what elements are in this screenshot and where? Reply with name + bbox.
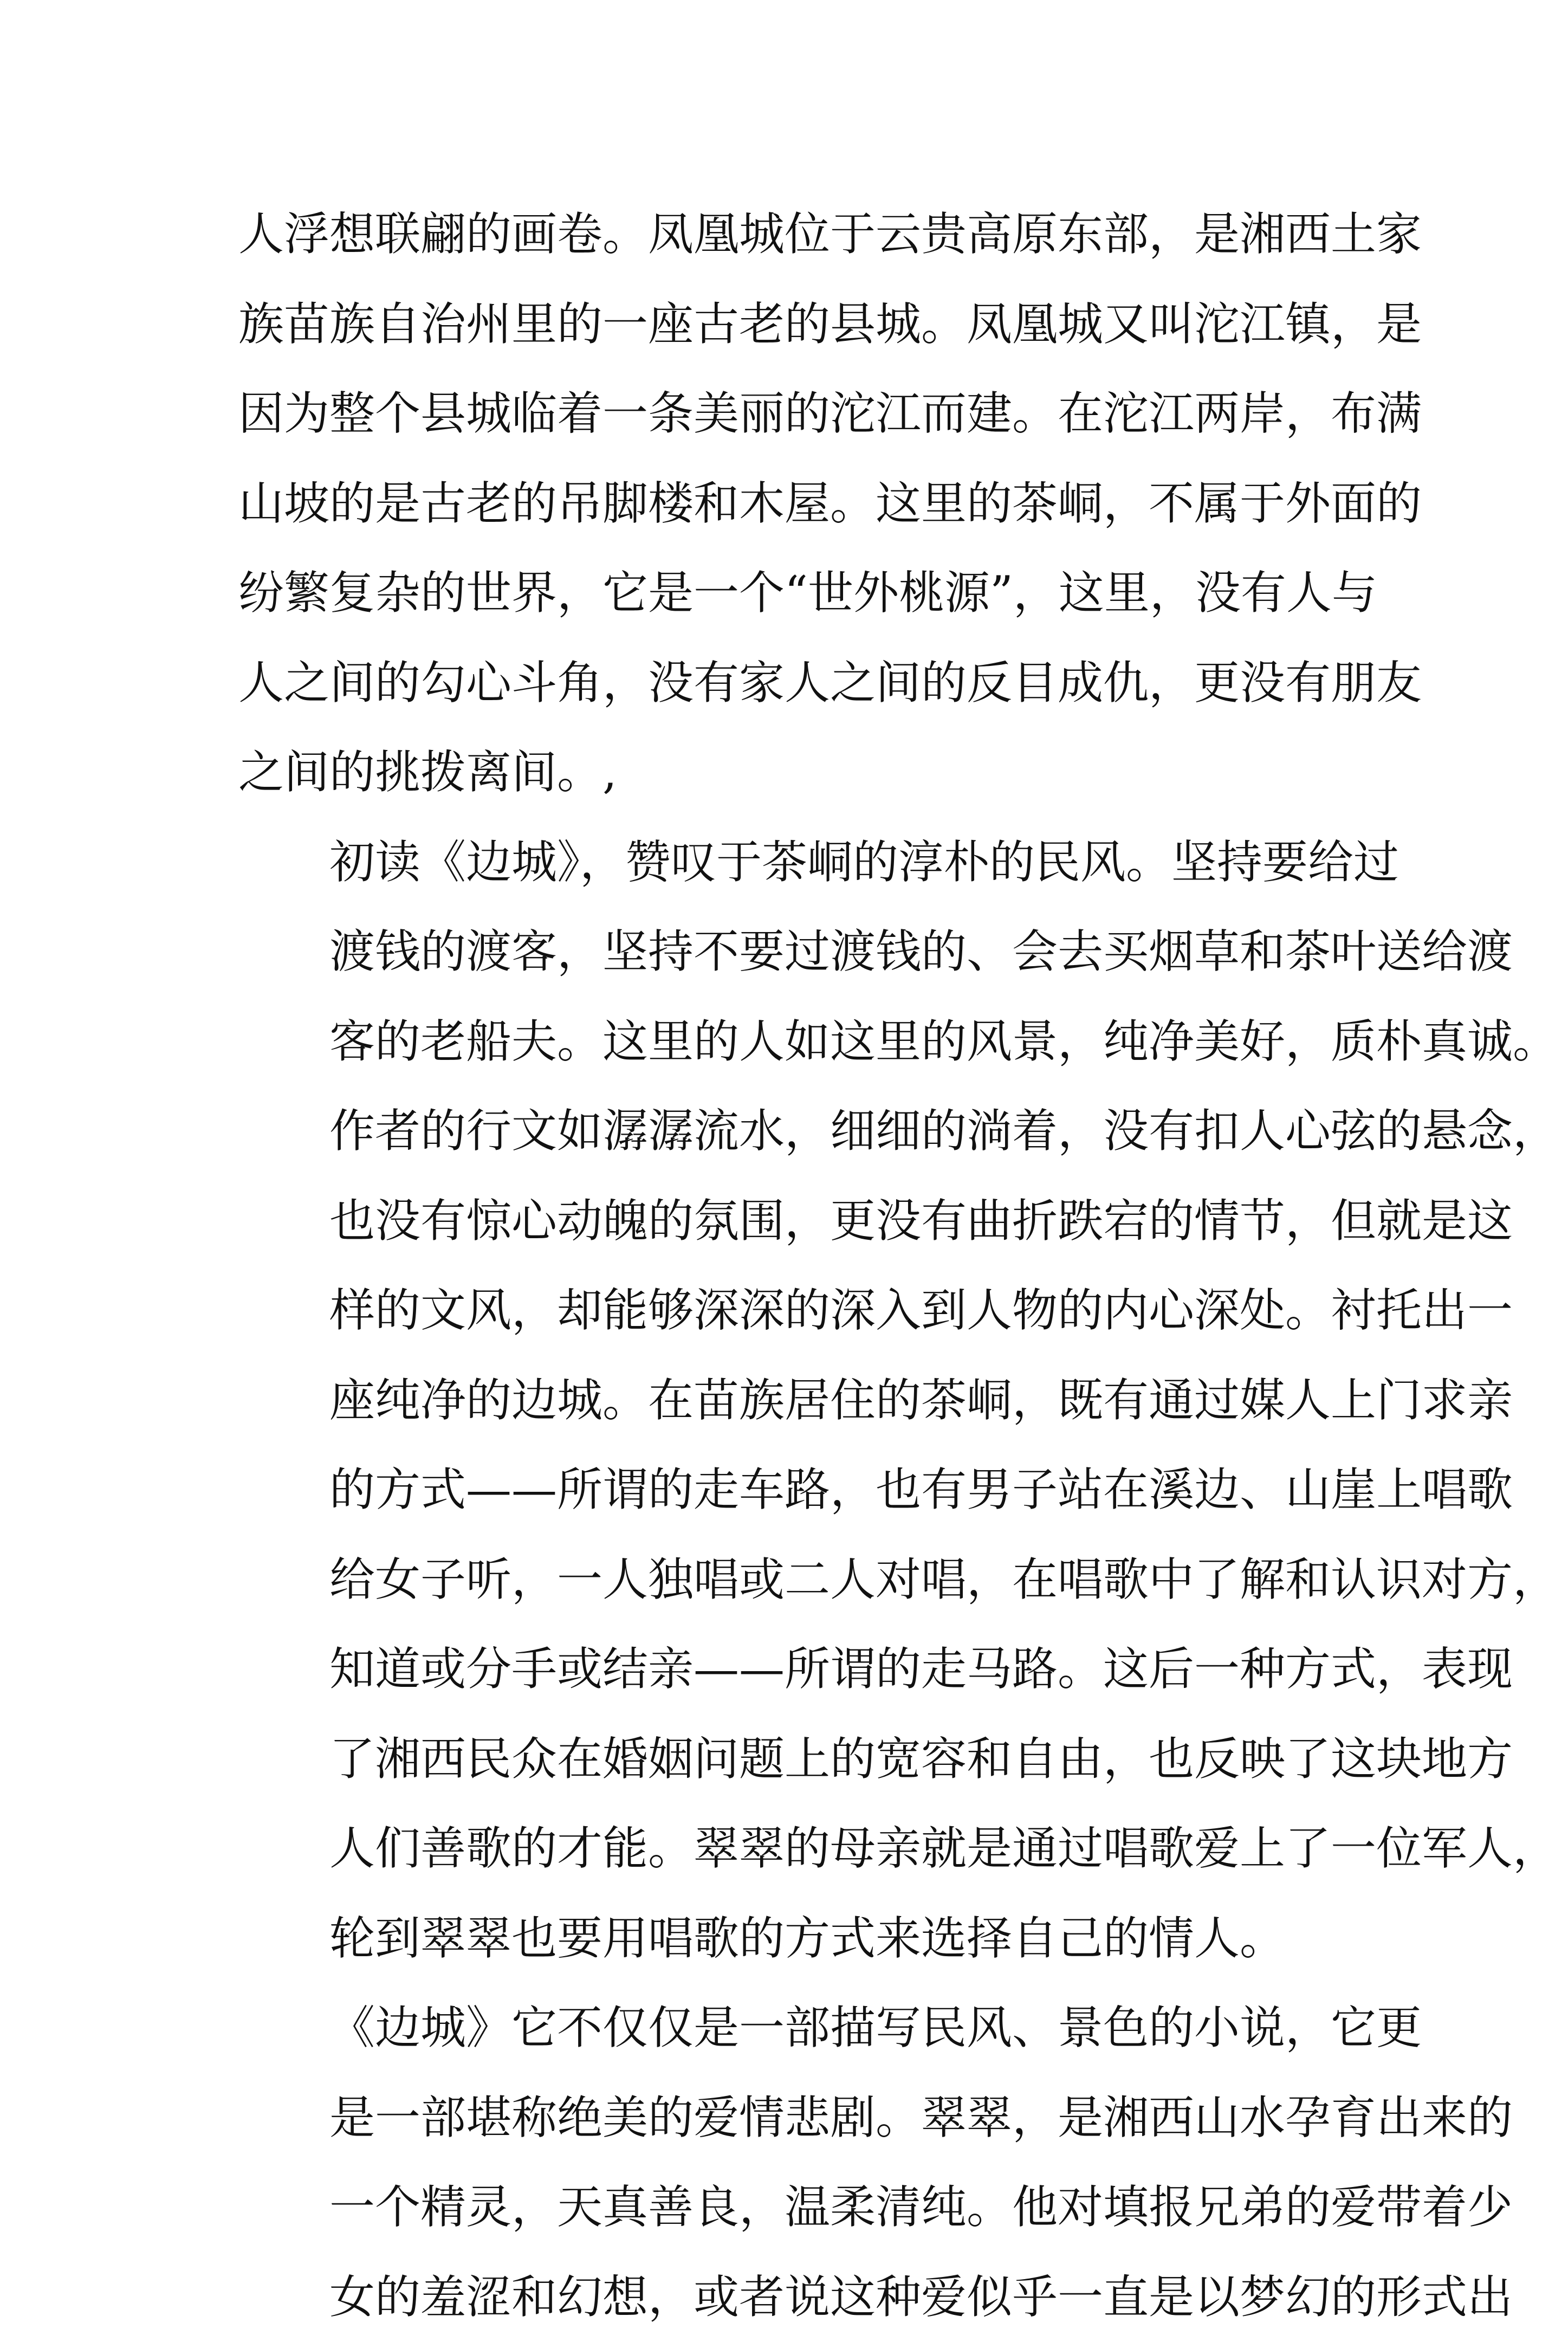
text-line: 山坡的是古老的吊脚楼和木屋。这里的茶峒，不属于外面的 — [238, 459, 1338, 549]
text-line: 族苗族自治州里的一座古老的县城。凤凰城又叫沱江镇，是 — [238, 280, 1338, 370]
text-line: 轮到翠翠也要用唱歌的方式来选择自己的情人。 — [238, 1894, 1338, 1984]
text-line: 因为整个县城临着一条美丽的沱江而建。在沱江两岸，布满 — [238, 369, 1338, 459]
text-line: 客的老船夫。这里的人如这里的风景，纯净美好，质朴真诚。 — [238, 997, 1338, 1087]
text-line: 人之间的勾心斗角，没有家人之间的反目成仇，更没有朋友 — [238, 638, 1338, 728]
paragraph — [238, 818, 1338, 1984]
text-line: 人们善歌的才能。翠翠的母亲就是通过唱歌爱上了一位军人， — [238, 1804, 1338, 1894]
text-line: 是一部堪称绝美的爱情悲剧。翠翠，是湘西山水孕育出来的 — [238, 2073, 1338, 2163]
text-line: 的方式——所谓的走车路，也有男子站在溪边、山崖上唱歌 — [238, 1445, 1338, 1535]
text-line: 《边城》它不仅仅是一部描写民风、景色的小说，它更 — [238, 1983, 1338, 2073]
text-line: 给女子听，一人独唱或二人对唱，在唱歌中了解和认识对方， — [238, 1535, 1338, 1625]
text-line: 人浮想联翩的画卷。凤凰城位于云贵高原东部，是湘西土家 — [238, 190, 1338, 280]
text-line: 一个精灵，天真善良，温柔清纯。他对填报兄弟的爱带着少 — [238, 2163, 1338, 2253]
text-line: 纷繁复杂的世界，它是一个“世外桃源”，这里，没有人与 — [238, 548, 1338, 638]
text-line: 样的文风，却能够深深的深入到人物的内心深处。衬托出一 — [238, 1266, 1338, 1356]
text-line: 知道或分手或结亲——所谓的走马路。这后一种方式，表现 — [238, 1625, 1338, 1715]
text-line: 渡钱的渡客，坚持不要过渡钱的、会去买烟草和茶叶送给渡 — [238, 907, 1338, 997]
text-line: 初读《边城》，赞叹于茶峒的淳朴的民风。坚持要给过 — [238, 818, 1338, 908]
article-body — [238, 190, 1338, 2342]
text-line: 之间的挑拨离间。, — [238, 728, 1338, 818]
paragraph — [238, 1983, 1338, 2342]
text-line: 也没有惊心动魄的氛围，更没有曲折跌宕的情节，但就是这 — [238, 1176, 1338, 1266]
text-line: 了湘西民众在婚姻问题上的宽容和自由，也反映了这块地方 — [238, 1715, 1338, 1804]
text-line: 座纯净的边城。在苗族居住的茶峒，既有通过媒人上门求亲 — [238, 1356, 1338, 1446]
paragraph — [238, 190, 1338, 818]
text-line: 女的羞涩和幻想，或者说这种爱似乎一直是以梦幻的形式出 — [238, 2253, 1338, 2342]
text-line: 作者的行文如潺潺流水，细细的淌着，没有扣人心弦的悬念， — [238, 1086, 1338, 1176]
